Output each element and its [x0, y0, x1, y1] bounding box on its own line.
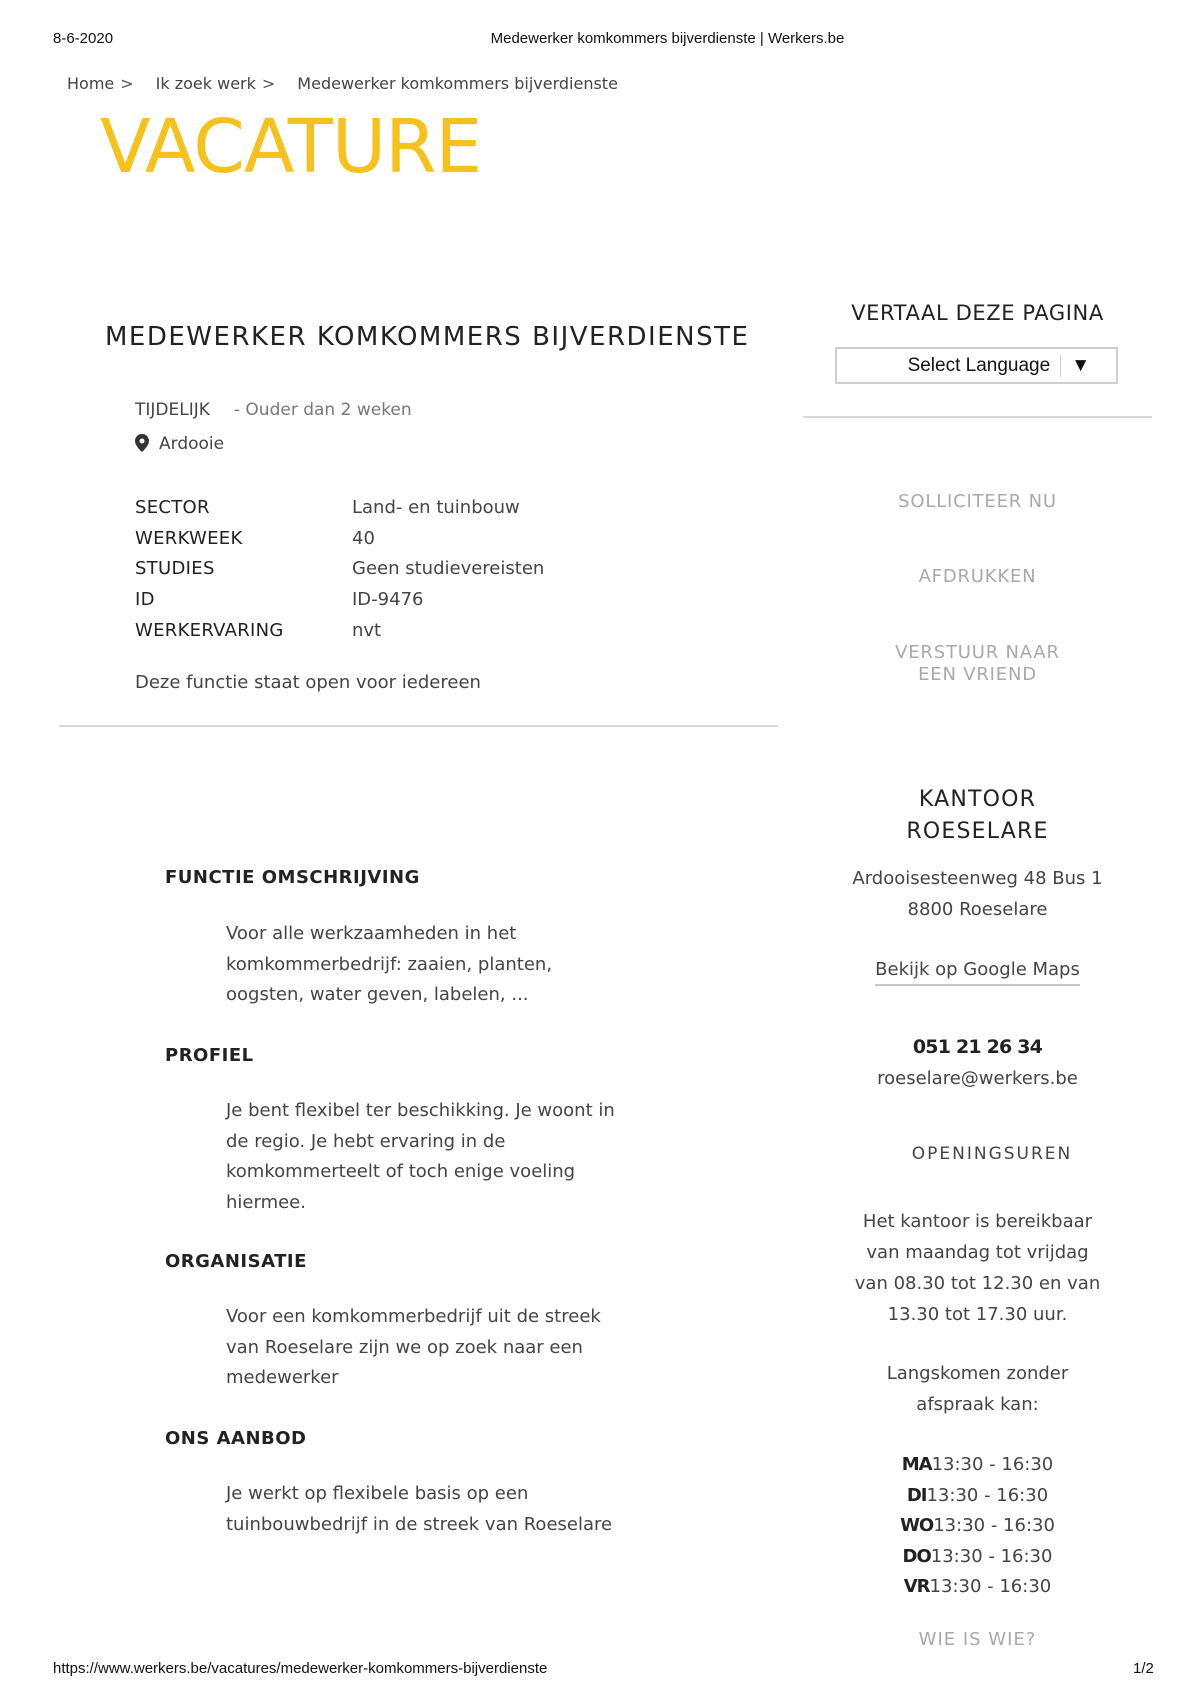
detail-label-id: ID: [135, 589, 155, 610]
section-body-ons-aanbod: [226, 1479, 646, 1540]
schedule-day: DO: [902, 1545, 931, 1567]
text-line: komkommerteelt of toch enige voeling: [226, 1161, 576, 1182]
opening-hours-text: [830, 1206, 1125, 1330]
text-line: van Roeselare zijn we op zoek naar een: [226, 1336, 583, 1358]
open-for-everyone-note: Deze functie staat open voor iedereen: [135, 672, 481, 693]
detail-label-werkweek: WERKWEEK: [135, 528, 243, 549]
section-title-organisatie: ORGANISATIE: [165, 1251, 307, 1272]
schedule-hours: 13:30 - 16:30: [930, 1545, 1053, 1567]
text-line: van 08.30 tot 12.30 en van: [854, 1273, 1101, 1294]
text-line: van maandag tot vrijdag: [866, 1242, 1089, 1263]
text-line: Voor alle werkzaamheden in het: [226, 923, 517, 944]
schedule-row: [830, 1511, 1125, 1542]
breadcrumb-current: Medewerker komkommers bijverdienste: [297, 74, 618, 93]
text-line: Je bent flexibel ter beschikking. Je woont in: [226, 1100, 615, 1121]
print-page-title: Medewerker komkommers bijverdienste | Werkers.be: [490, 30, 845, 47]
section-title-profiel: PROFIEL: [165, 1045, 254, 1066]
text-line: tuinbouwbedrijf in de streek van Roeselare: [226, 1513, 613, 1535]
print-url: https://www.werkers.be/vacatures/medewerker-komkommers-bijverdienste: [53, 1660, 548, 1677]
schedule-hours: 13:30 - 16:30: [931, 1454, 1054, 1475]
schedule-hours: 13:30 - 16:30: [933, 1515, 1055, 1536]
text-line: Je werkt op flexibele basis op een: [226, 1483, 529, 1504]
address-line: 8800 Roeselare: [907, 899, 1048, 920]
map-pin-icon: [135, 434, 149, 452]
office-address: [830, 863, 1125, 925]
job-type: TIJDELIJK: [135, 400, 210, 420]
detail-label-studies: STUDIES: [135, 558, 215, 579]
section-body-functie-omschrijving: [226, 919, 646, 1011]
text-line: Voor een komkommerbedrijf uit de streek: [226, 1306, 601, 1327]
main-divider: [59, 725, 778, 727]
text-line: komkommerbedrijf: zaaien, planten,: [226, 953, 553, 975]
office-title-line: KANTOOR: [918, 787, 1037, 812]
text-line: oogsten, water geven, labelen, ...: [226, 984, 529, 1005]
detail-value-werkervaring: nvt: [352, 620, 382, 641]
breadcrumb-home[interactable]: Home: [67, 74, 115, 93]
select-separator: [1060, 355, 1061, 377]
schedule-hours: 13:30 - 16:30: [929, 1576, 1052, 1597]
who-is-who-link[interactable]: WIE IS WIE?: [918, 1629, 1037, 1650]
section-title-ons-aanbod: ONS AANBOD: [165, 1428, 307, 1449]
detail-value-id: ID-9476: [352, 589, 424, 610]
job-title: MEDEWERKER KOMKOMMERS BIJVERDIENSTE: [105, 322, 750, 352]
text-line: de regio. Je hebt ervaring in de: [226, 1130, 506, 1152]
text-line: 13.30 tot 17.30 uur.: [887, 1304, 1068, 1325]
schedule-hours: 13:30 - 16:30: [926, 1484, 1049, 1506]
schedule-day: WO: [900, 1515, 934, 1536]
breadcrumb: [67, 74, 624, 93]
schedule-row: [830, 1542, 1125, 1573]
google-maps-link-label[interactable]: Bekijk op Google Maps: [875, 959, 1080, 986]
text-line: hiermee.: [226, 1191, 306, 1213]
print-button[interactable]: AFDRUKKEN: [918, 566, 1037, 587]
apply-now-button[interactable]: SOLLICITEER NU: [898, 491, 1057, 512]
section-body-organisatie: [226, 1302, 646, 1394]
language-select[interactable]: [835, 347, 1118, 384]
job-location: [135, 434, 224, 454]
office-title: [830, 784, 1125, 848]
schedule-row: [830, 1450, 1125, 1481]
schedule-day: DI: [906, 1484, 927, 1506]
text-line: medewerker: [226, 1367, 339, 1388]
job-location-label: Ardooie: [159, 434, 225, 454]
walk-in-schedule: [830, 1450, 1125, 1603]
section-body-profiel: [226, 1096, 646, 1218]
detail-label-werkervaring: WERKERVARING: [135, 620, 284, 641]
schedule-row: [830, 1481, 1125, 1512]
office-phone[interactable]: 051 21 26 34: [912, 1036, 1043, 1058]
job-meta: [135, 400, 412, 420]
language-select-value: Select Language: [907, 354, 1051, 376]
sidebar-divider: [803, 416, 1152, 418]
schedule-day: VR: [903, 1576, 930, 1597]
schedule-day: MA: [901, 1454, 932, 1475]
text-line: Langskomen zonder: [886, 1363, 1069, 1384]
translate-title: VERTAAL DEZE PAGINA: [851, 301, 1104, 325]
detail-value-sector: Land- en tuinbouw: [352, 497, 520, 518]
job-age: - Ouder dan 2 weken: [233, 400, 412, 420]
text-line: afspraak kan:: [916, 1394, 1039, 1415]
office-title-line: ROESELARE: [906, 819, 1049, 844]
vacature-heading: VACATURE: [100, 104, 482, 190]
detail-value-studies: Geen studievereisten: [352, 558, 545, 579]
address-line: Ardooisesteenweg 48 Bus 1: [852, 868, 1103, 889]
section-title-functie-omschrijving: FUNCTIE OMSCHRIJVING: [165, 867, 420, 888]
send-to-friend-button[interactable]: VERSTUUR NAAR EEN VRIEND: [895, 642, 1060, 685]
google-maps-link[interactable]: [830, 959, 1125, 980]
text-line: Het kantoor is bereikbaar: [862, 1211, 1093, 1232]
office-email[interactable]: roeselare@werkers.be: [877, 1068, 1078, 1089]
walk-in-text: [830, 1358, 1125, 1420]
breadcrumb-ik-zoek-werk[interactable]: Ik zoek werk: [155, 74, 256, 93]
detail-value-werkweek: 40: [352, 528, 375, 549]
breadcrumb-separator: >: [120, 74, 134, 93]
opening-hours-title: OPENINGSUREN: [911, 1144, 1073, 1164]
chevron-down-icon: ▼: [1071, 354, 1090, 376]
breadcrumb-separator: >: [261, 74, 276, 93]
print-page-number: 1/2: [1133, 1660, 1154, 1677]
print-date: 8-6-2020: [53, 30, 114, 47]
schedule-row: [830, 1572, 1125, 1603]
detail-label-sector: SECTOR: [135, 497, 210, 518]
